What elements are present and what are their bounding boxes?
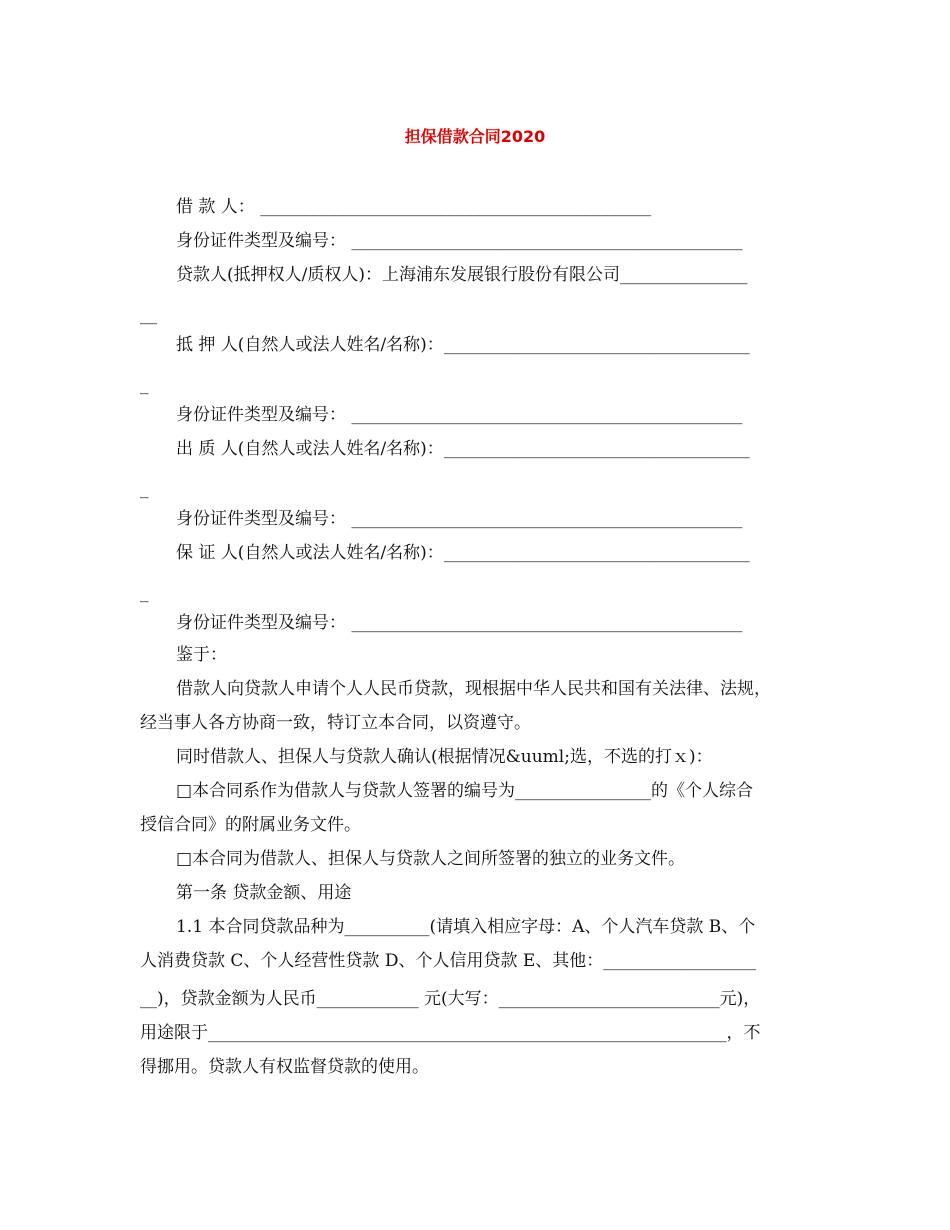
clause-1-1-line-1: 1.1 本合同贷款品种为__________(请填入相应字母：A、个人汽车贷款 B、个: [176, 917, 756, 937]
whereas-heading: 鉴于：: [176, 645, 227, 665]
lender-line: 贷款人(抵押权人/质权人)：上海浦东发展银行股份有限公司_______________: [176, 265, 748, 285]
mortgagor-id-line: 身份证件类型及编号： ______________________________________________: [176, 405, 743, 425]
pledgor-line-continued: _: [140, 479, 149, 499]
clause-1-1-line-3: __)，贷款金额为人民币____________ 元(大写：__________________________元)，: [140, 989, 761, 1009]
recital-paragraph-line-1: 借款人向贷款人申请个人人民币贷款，现根据中华人民共和国有关法律、法规，: [176, 679, 771, 699]
lender-line-continued: __: [140, 305, 157, 325]
clause-1-1-line-5: 得挪用。贷款人有权监督贷款的使用。: [140, 1057, 429, 1077]
pledgor-line: 出 质 人(自然人或法人姓名/名称)：____________________________________: [176, 439, 750, 459]
borrower-id-line: 身份证件类型及编号： ______________________________________________: [176, 231, 743, 251]
checkbox-option-1-line-2: 授信合同》的附属业务文件。: [140, 815, 361, 835]
pledgor-id-line: 身份证件类型及编号： ______________________________________________: [176, 509, 743, 529]
checkbox-option-1-line-1: □本合同系作为借款人与贷款人签署的编号为________________的《个人综合: [176, 781, 754, 801]
guarantor-id-line: 身份证件类型及编号： ______________________________________________: [176, 613, 743, 633]
guarantor-line-continued: _: [140, 583, 149, 603]
confirmation-line: 同时借款人、担保人与贷款人确认(根据情况&uuml;选，不选的打ｘ)：: [176, 747, 713, 767]
guarantor-line: 保 证 人(自然人或法人姓名/名称)：____________________________________: [176, 543, 750, 563]
checkbox-option-2: □本合同为借款人、担保人与贷款人之间所签署的独立的业务文件。: [176, 849, 686, 869]
mortgagor-line: 抵 押 人(自然人或法人姓名/名称)：____________________________________: [176, 335, 750, 355]
document-title: 担保借款合同2020: [404, 127, 546, 146]
clause-1-1-line-4: 用途限于_____________________________________________________________，不: [140, 1023, 761, 1043]
mortgagor-line-continued: _: [140, 375, 149, 395]
article-1-heading: 第一条 贷款金额、用途: [176, 883, 352, 903]
borrower-line: 借 款 人： ______________________________________________: [176, 197, 652, 217]
clause-1-1-line-2: 人消费贷款 C、个人经营性贷款 D、个人信用贷款 E、其他：__________________: [140, 951, 757, 971]
recital-paragraph-line-2: 经当事人各方协商一致，特订立本合同，以资遵守。: [140, 713, 531, 733]
